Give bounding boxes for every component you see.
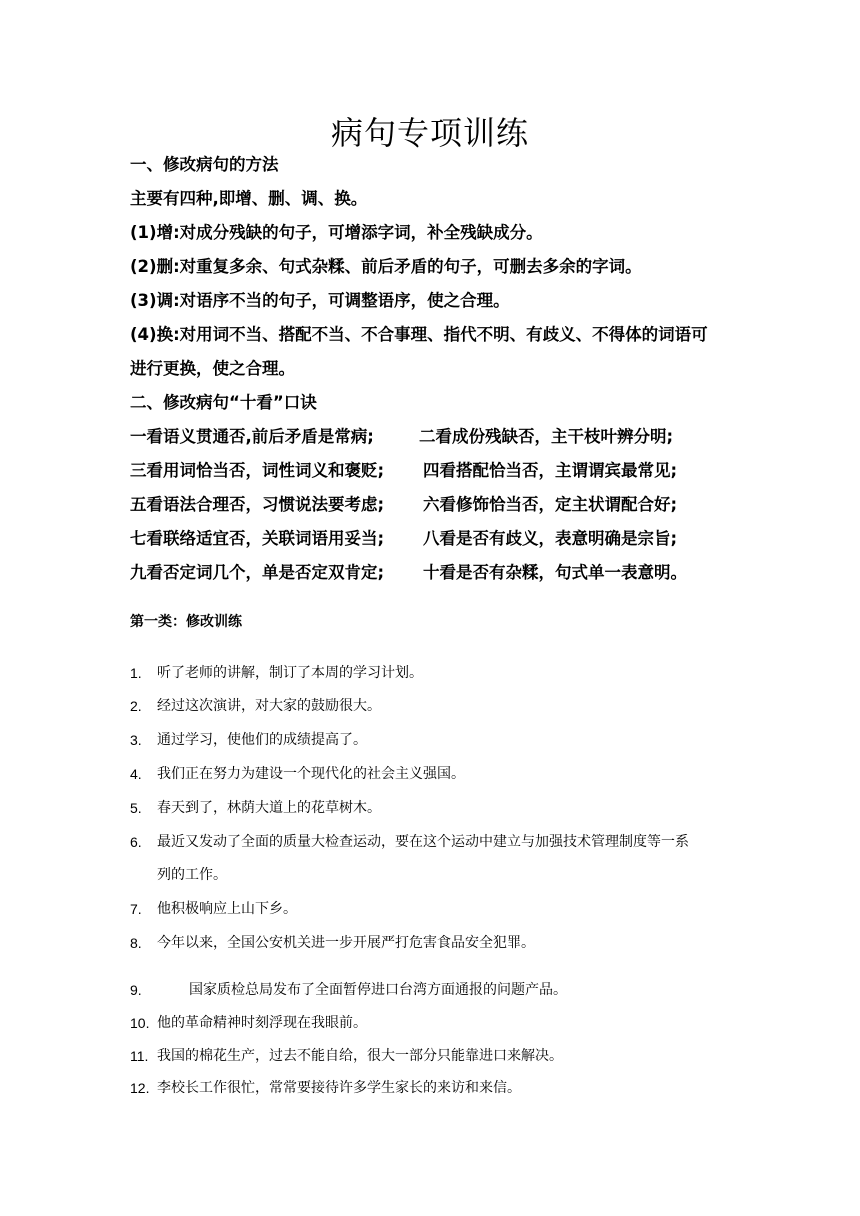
- item-text: 李校长工作很忙，常常要接待许多学生家长的来访和来信。: [157, 1080, 521, 1096]
- item-text: 今年以来，全国公安机关进一步开展严打危害食品安全犯罪。: [157, 935, 535, 951]
- section2-heading: 二、修改病句“十看”口诀: [130, 393, 317, 412]
- item-number: 1.: [130, 665, 142, 681]
- item-number: 3.: [130, 732, 142, 748]
- item-number: 8.: [130, 935, 142, 951]
- section1-heading: 一、修改病句的方法: [130, 155, 279, 174]
- item-text: 我们正在努力为建设一个现代化的社会主义强国。: [157, 766, 465, 782]
- item-text: 他积极响应上山下乡。: [157, 901, 297, 917]
- section3-heading: 第一类：修改训练: [130, 614, 242, 630]
- verse-right: 十看是否有杂糅，句式单一表意明。: [423, 563, 687, 582]
- verse-right: 六看修饰恰当否，定主状谓配合好;: [423, 495, 678, 514]
- method-replace: (4)换:对用词不当、搭配不当、不合事理、指代不明、有歧义、不得体的词语可: [130, 325, 708, 344]
- item-number: 10.: [130, 1015, 150, 1031]
- verse-right: 八看是否有歧义，表意明确是宗旨;: [423, 529, 678, 548]
- method-delete: (2)删:对重复多余、句式杂糅、前后矛盾的句子，可删去多余的字词。: [130, 257, 642, 276]
- verse-left: 七看联络适宜否，关联词语用妥当;: [130, 529, 385, 548]
- item-number: 2.: [130, 698, 142, 714]
- item-number: 7.: [130, 901, 142, 917]
- item-number: 5.: [130, 800, 142, 816]
- verse-left: 三看用词恰当否，词性词义和褒贬;: [130, 461, 385, 480]
- item-text: 听了老师的讲解，制订了本周的学习计划。: [157, 665, 423, 681]
- item-number: 12.: [130, 1080, 150, 1096]
- item-text: 国家质检总局发布了全面暂停进口台湾方面通报的问题产品。: [189, 982, 567, 998]
- verse-left: 一看语义贯通否,前后矛盾是常病;: [130, 427, 374, 446]
- page-title: 病句专项训练: [330, 114, 529, 152]
- item-text: 通过学习，使他们的成绩提高了。: [157, 732, 367, 748]
- item-text: 最近又发动了全面的质量大检查运动，要在这个运动中建立与加强技术管理制度等一系: [157, 834, 689, 850]
- method-adjust: (3)调:对语序不当的句子，可调整语序，使之合理。: [130, 291, 510, 310]
- verse-left: 五看语法合理否，习惯说法要考虑;: [130, 495, 385, 514]
- item-text: 我国的棉花生产，过去不能自给，很大一部分只能靠进口来解决。: [157, 1048, 563, 1064]
- section1-intro: 主要有四种,即增、删、调、换。: [130, 189, 368, 208]
- item-text: 经过这次演讲，对大家的鼓励很大。: [157, 698, 381, 714]
- method-add: (1)增:对成分残缺的句子，可增添字词，补全残缺成分。: [130, 223, 543, 242]
- item-number: 6.: [130, 834, 142, 850]
- item-text-continued: 列的工作。: [157, 867, 227, 883]
- item-number: 4.: [130, 766, 142, 782]
- item-number: 9.: [130, 982, 142, 998]
- item-text: 春天到了，林荫大道上的花草树木。: [157, 800, 381, 816]
- item-text: 他的革命精神时刻浮现在我眼前。: [157, 1015, 367, 1031]
- method-replace-cont: 进行更换，使之合理。: [130, 359, 295, 378]
- verse-right: 二看成份残缺否，主干枝叶辨分明;: [419, 427, 674, 446]
- verse-left: 九看否定词几个，单是否定双肯定;: [130, 563, 385, 582]
- verse-right: 四看搭配恰当否，主谓谓宾最常见;: [423, 461, 678, 480]
- item-number: 11.: [130, 1048, 149, 1064]
